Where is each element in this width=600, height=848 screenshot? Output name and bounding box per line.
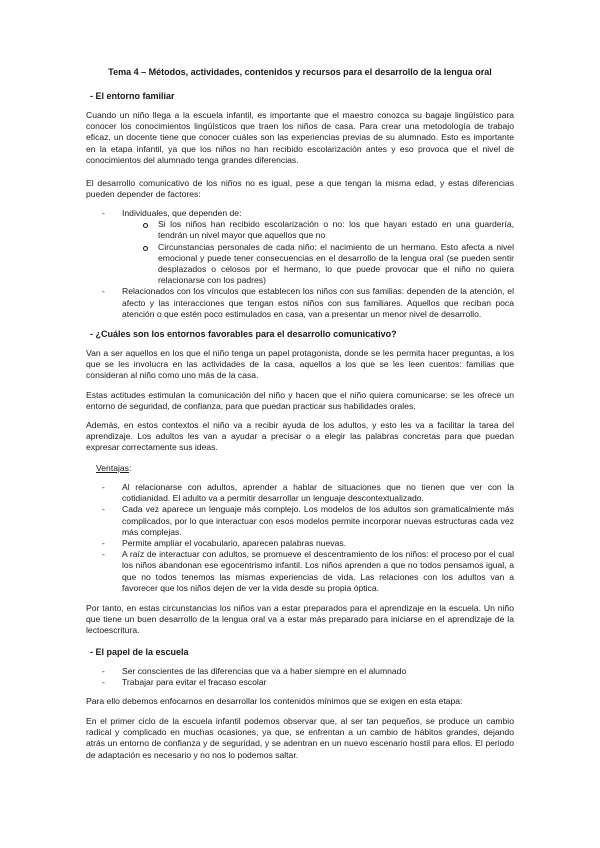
circle-bullet-icon — [143, 246, 148, 251]
factors-list — [86, 208, 514, 320]
paragraph: En el primer ciclo de la escuela infantil podemos observar que, al ser tan pequeños, se produce un cambio radical y complicado en muchas ocasiones, ya que, se enfrentan a un cambio de hábitos grandes, dejando atrás un entorno de confianza y de seguridad, y se adentran en un nuevo escenario hostil para ellos. El periodo de adaptación es necesario y no nos lo podemos saltar. — [86, 716, 514, 760]
heading-entornos-favorables: - ¿Cuáles son los entornos favorables para el desarrollo comunicativo? — [90, 329, 397, 339]
list-item — [86, 538, 514, 549]
paragraph: Cuando un niño llega a la escuela infantil, es importante que el maestro conozca su bagaje lingüístico para conocer los conocimientos lingüísticos que traen los niños de casa. Para crear una metodología de trabajo eficaz, un docente tiene que conocer cuáles son las experiencias previas de su alumnado. Esto es importante en la etapa infantil, ya que los niños no han recibido escolarización antes y eso provoca que el nivel de conocimientos del alumnado tenga grandes diferencias. — [86, 110, 514, 165]
list-item-text: Cada vez aparece un lenguaje más complejo. Los modelos de los adultos son gramaticalmente más complicados, por lo que interactuar con esos modelos permite incorporar nuevas estructuras cada vez más complejas. — [122, 504, 514, 537]
dash-bullet: - — [102, 286, 105, 297]
list-item-text: Trabajar para evitar el fracaso escolar — [122, 677, 267, 688]
heading-entorno-familiar: - El entorno familiar — [90, 91, 175, 101]
heading-papel-escuela: - El papel de la escuela — [90, 647, 189, 657]
list-item-text: Al relacionarse con adultos, aprender a hablar de situaciones que no tienen que ver con la cotidianidad. El adulto va a permitir desarrollar un lenguaje descontextualizado. — [122, 482, 514, 504]
dash-bullet: - — [102, 677, 105, 688]
list-item — [86, 504, 514, 538]
list-item-text: Individuales, que dependen de: — [122, 208, 242, 218]
list-item — [86, 286, 514, 320]
sub-list — [142, 219, 514, 286]
list-item-text: Permite ampliar el vocabulario, aparecen palabras nuevas. — [122, 538, 347, 549]
paragraph: El desarrollo comunicativo de los niños no es igual, pese a que tengan la misma edad, y estas diferencias pueden depender de factores: — [86, 178, 514, 200]
paragraph: Además, en estos contextos el niño va a recibir ayuda de los adultos, y esto les va a facilitar la tarea del aprendizaje. Los adultos les van a ayudar a precisar o a elegir las palabras concretas para que puedan expresar correctamente sus ideas. — [86, 420, 514, 453]
list-item — [86, 482, 514, 504]
paragraph: Estas actitudes estimulan la comunicación del niño y hacen que el niño quiera comunicarse: se les ofrece un entorno de seguridad, de confianza, para que puedan practicar sus habilidades orales. — [86, 390, 514, 412]
ventajas-label-text: Ventajas — [96, 463, 129, 473]
sub-list-item — [142, 242, 514, 287]
dash-bullet: - — [102, 482, 105, 492]
ventajas-list — [86, 482, 514, 594]
sub-list-item-text: Si los niños han recibido escolarización o no: los que hayan estado en una guardería, tendrán un nivel mayor que aquellos que no — [158, 219, 514, 241]
dash-bullet: - — [102, 208, 105, 218]
dash-bullet: - — [102, 504, 105, 515]
paragraph: Por tanto, en estas circunstancias los niños van a estar preparados para el aprendizaje en la escuela. Un niño que tiene un buen desarrollo de la lengua oral va a estar más preparado para iniciarse en el aprendizaje de la lectoescritura. — [86, 603, 514, 636]
circle-bullet-icon — [143, 223, 148, 228]
list-item-text: A raíz de interactuar con adultos, se promueve el descentramiento de los niños: el proceso por el cual los niños abandonan ese egocentrismo infantil. Los niños aprenden a que no todos pensamos igual, a que no todos tenemos las mismas experiencias de vida. Las relaciones con los adultos van a favorecer que los niños dejen de ver la vida desde su propia óptica. — [122, 549, 514, 593]
paragraph: Para ello debemos enfocarnos en desarrollar los contenidos mínimos que se exigen en esta etapa: — [86, 696, 463, 706]
sub-list-item-text: Circunstancias personales de cada niño: el nacimiento de un hermano. Esto afecta a nivel emocional y puede tener consecuencias en el desarrollo de la lengua oral (se pueden sentir desplazados o celosos por el hermano, lo que puede provocar que el niño no quiera relacionarse con los padres) — [158, 241, 514, 286]
document-title: Tema 4 – Métodos, actividades, contenidos y recursos para el desarrollo de la lengua oral — [108, 67, 492, 77]
list-item — [86, 549, 514, 594]
ventajas-colon: : — [128, 463, 132, 473]
list-item — [86, 677, 514, 688]
sub-list-item — [142, 219, 514, 241]
escuela-list — [86, 666, 514, 688]
list-item-text: Ser conscientes de las diferencias que va a haber siempre en el alumnado — [122, 666, 407, 676]
dash-bullet: - — [102, 538, 105, 549]
dash-bullet: - — [102, 666, 105, 676]
list-item-text: Relacionados con los vínculos que establecen los niños con sus familias: dependen de la atención, el afecto y las interacciones que tengan estos niños con sus familiares. Aquellos que reciban poca atención o que estén poco estimulados en casa, van a presentar un menor nivel de desarrollo. — [122, 286, 514, 319]
dash-bullet: - — [102, 549, 105, 560]
list-item — [86, 208, 514, 286]
paragraph: Van a ser aquellos en los que el niño tenga un papel protagonista, donde se les permita hacer preguntas, a los que se les involucra en las actividades de la casa, aquellos a los que se les leen cuentos: familias que consideran al niño como uno más de la casa. — [86, 348, 514, 381]
list-item — [86, 666, 514, 677]
ventajas-label — [96, 463, 396, 474]
